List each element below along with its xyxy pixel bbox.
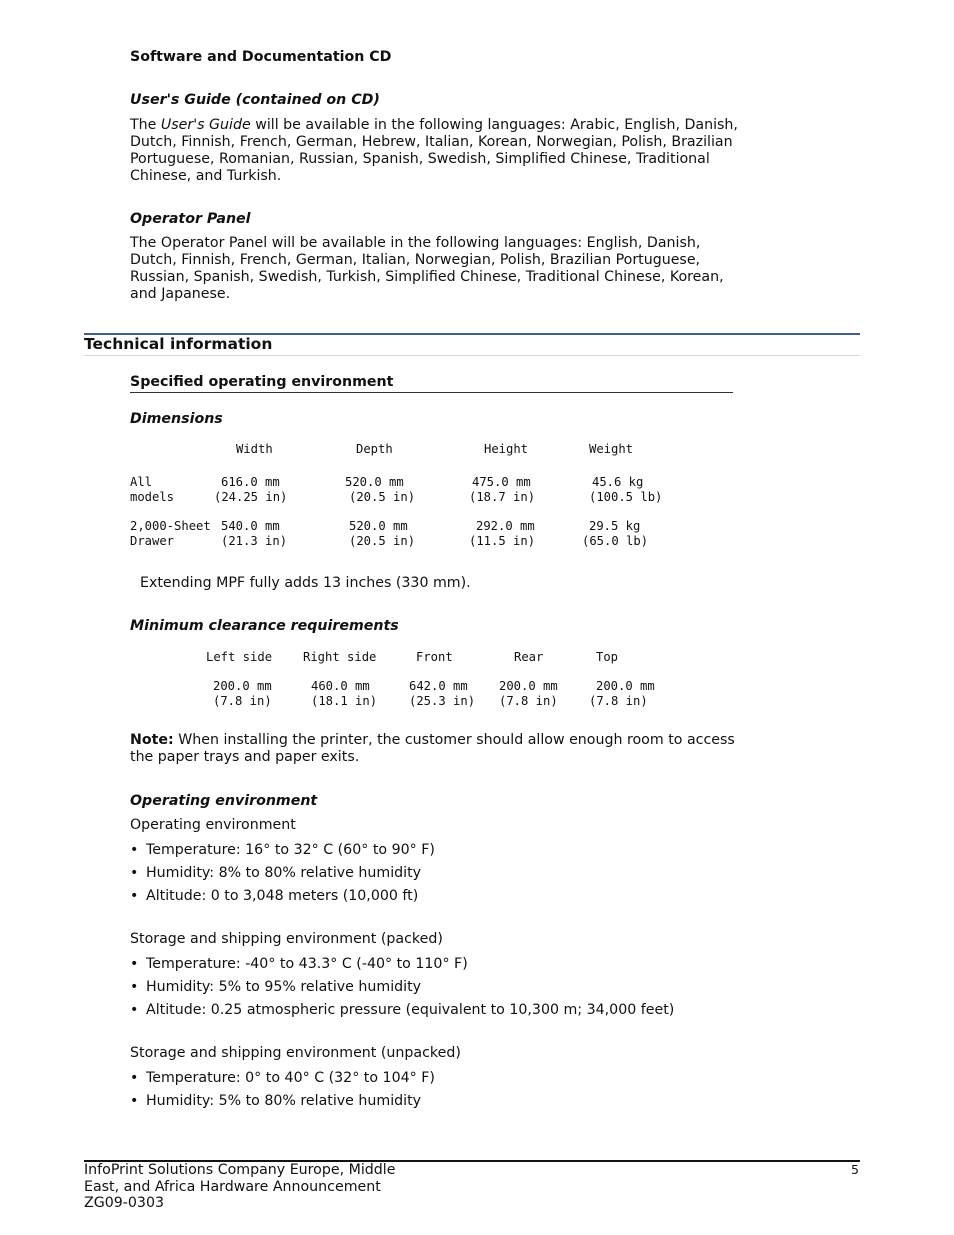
packed-label: Storage and shipping environment (packed)	[130, 931, 443, 947]
dimensions-heading: Dimensions	[130, 411, 223, 427]
packed-list	[130, 956, 674, 1025]
operating-env-list	[130, 842, 435, 911]
clearance-cell: (25.3 in)	[409, 694, 476, 708]
clearance-cell: 200.0 mm	[596, 679, 655, 693]
clearance-header-left: Left side	[206, 650, 273, 664]
note-label: Note:	[130, 732, 174, 748]
list-item: • Temperature: 16° to 32° C (60° to 90° F)	[130, 842, 435, 865]
clearance-cell: 460.0 mm	[311, 679, 370, 693]
dim-cell: (20.5 in)	[349, 534, 416, 548]
dim-row-drawer-label-2: Drawer	[130, 534, 175, 548]
dim-header-height: Height	[484, 442, 529, 456]
clearance-header-rear: Rear	[514, 650, 544, 664]
clearance-cell: (7.8 in)	[589, 694, 648, 708]
list-item: • Temperature: -40° to 43.3° C (-40° to 110° F)	[130, 956, 674, 979]
dim-header-width: Width	[236, 442, 273, 456]
specified-env-heading: Specified operating environment	[130, 374, 394, 390]
clearance-cell: (7.8 in)	[499, 694, 558, 708]
footer-line-3: ZG09-0303	[84, 1195, 164, 1211]
clearance-cell: 200.0 mm	[499, 679, 558, 693]
dim-header-weight: Weight	[589, 442, 634, 456]
unpacked-list	[130, 1070, 435, 1116]
clearance-header-top: Top	[596, 650, 619, 664]
users-guide-heading: User's Guide (contained on CD)	[130, 92, 380, 108]
clearance-cell: 642.0 mm	[409, 679, 468, 693]
clearance-header-front: Front	[416, 650, 453, 664]
list-item: • Altitude: 0 to 3,048 meters (10,000 ft)	[130, 888, 435, 911]
clearance-cell: (7.8 in)	[213, 694, 272, 708]
operating-env-heading: Operating environment	[130, 793, 318, 809]
specified-env-underline	[130, 392, 733, 393]
dim-cell: 520.0 mm	[349, 519, 408, 533]
dim-header-depth: Depth	[356, 442, 393, 456]
footer-line-1: InfoPrint Solutions Company Europe, Middle	[84, 1162, 396, 1178]
dim-cell: (18.7 in)	[469, 490, 536, 504]
unpacked-label: Storage and shipping environment (unpacked)	[130, 1045, 461, 1061]
list-item: • Humidity: 5% to 80% relative humidity	[130, 1093, 435, 1116]
list-item: • Humidity: 5% to 95% relative humidity	[130, 979, 674, 1002]
dim-cell: 475.0 mm	[472, 475, 531, 489]
operator-panel-heading: Operator Panel	[130, 211, 251, 227]
clearance-heading: Minimum clearance requirements	[130, 618, 399, 634]
dim-cell: 540.0 mm	[221, 519, 280, 533]
dim-cell: (100.5 lb)	[589, 490, 663, 504]
note-text: When installing the printer, the customer should allow enough room to access the paper trays and paper exits.	[130, 732, 735, 765]
technical-info-heading: Technical information	[84, 335, 273, 353]
users-guide-italic: User's Guide	[160, 117, 251, 133]
dim-cell: (11.5 in)	[469, 534, 536, 548]
dim-cell: 292.0 mm	[476, 519, 535, 533]
mpf-note: Extending MPF fully adds 13 inches (330 mm).	[140, 575, 471, 591]
clearance-cell: (18.1 in)	[311, 694, 378, 708]
users-guide-prefix: The	[130, 117, 161, 133]
footer-line-2: East, and Africa Hardware Announcement	[84, 1179, 381, 1195]
dim-cell: 520.0 mm	[345, 475, 404, 489]
dim-cell: 616.0 mm	[221, 475, 280, 489]
list-item: • Temperature: 0° to 40° C (32° to 104° F)	[130, 1070, 435, 1093]
clearance-header-right: Right side	[303, 650, 377, 664]
dim-cell: (24.25 in)	[214, 490, 288, 504]
clearance-cell: 200.0 mm	[213, 679, 272, 693]
list-item: • Altitude: 0.25 atmospheric pressure (equivalent to 10,300 m; 34,000 feet)	[130, 1002, 674, 1025]
note-paragraph	[130, 732, 740, 766]
dim-row-all-label-1: All	[130, 475, 153, 489]
dim-cell: (20.5 in)	[349, 490, 416, 504]
dim-cell: 29.5 kg	[589, 519, 641, 533]
list-item: • Humidity: 8% to 80% relative humidity	[130, 865, 435, 888]
dim-row-drawer-label-1: 2,000-Sheet	[130, 519, 211, 533]
users-guide-rest: will be available in the following languages: Arabic, English, Danish, Dutch, Finnish, French, German, Hebrew, Italian, Korean, Norwegian, Polish, Brazilian Portuguese, Romanian, Russian, Spanish, Swedish, Simplified Chinese, Traditional Chinese, and Turkish.	[130, 117, 738, 184]
operator-panel-paragraph: The Operator Panel will be available in the following languages: English, Danish, Dutch, Finnish, French, German, Italian, Norwegian, Polish, Brazilian Portuguese, Russian, Spanish, Swedish, Turkish, Simplified Chinese, Traditional Chinese, Korean, and Japanese.	[130, 235, 724, 302]
page-number: 5	[851, 1162, 859, 1177]
dim-cell: (65.0 lb)	[582, 534, 649, 548]
dim-cell: (21.3 in)	[221, 534, 288, 548]
operating-env-label: Operating environment	[130, 817, 296, 833]
cd-section-heading: Software and Documentation CD	[130, 49, 392, 65]
section-rule-light	[84, 355, 860, 356]
dim-row-all-label-2: models	[130, 490, 175, 504]
dim-cell: 45.6 kg	[592, 475, 644, 489]
users-guide-paragraph	[130, 117, 740, 185]
